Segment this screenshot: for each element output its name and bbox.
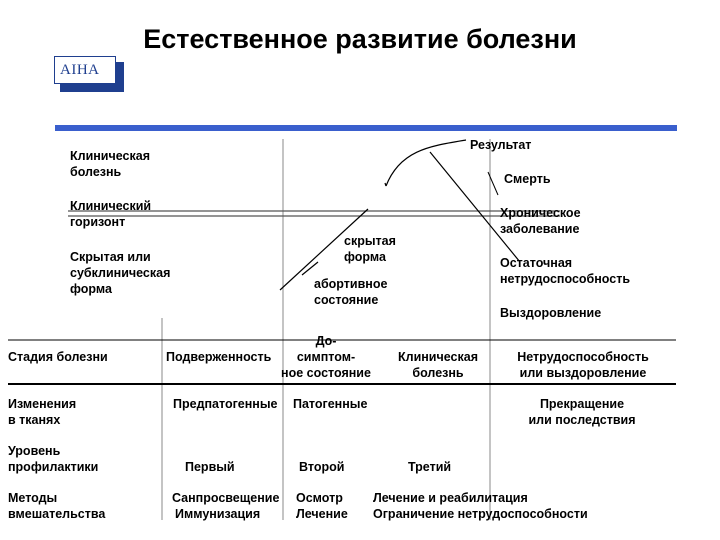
label-clinical-horizon: Клинический горизонт bbox=[70, 199, 152, 229]
row1-susceptibility: Подверженность bbox=[166, 350, 272, 364]
row1-outcome: Нетрудоспособность или выздоровление bbox=[517, 350, 649, 380]
row3-second: Второй bbox=[299, 460, 345, 474]
disease-curve-top bbox=[386, 140, 466, 186]
row1-head: Стадия болезни bbox=[8, 350, 108, 364]
row1-presymptomatic: До- симптом- ное состояние bbox=[281, 334, 371, 380]
row2-prepathogenic: Предпатогенные bbox=[173, 397, 278, 411]
page-title: Естественное развитие болезни bbox=[143, 24, 577, 54]
label-recovery: Выздоровление bbox=[500, 306, 602, 320]
label-death: Смерть bbox=[504, 172, 551, 186]
label-residual: Остаточная нетрудоспособность bbox=[500, 256, 631, 286]
row3-head: Уровень профилактики bbox=[8, 444, 99, 474]
row4-head: Методы вмешательства bbox=[8, 491, 106, 521]
row3-first: Первый bbox=[185, 460, 235, 474]
row4-tertiary-methods: Лечение и реабилитация Ограничение нетрудоспособности bbox=[373, 491, 588, 521]
row2-pathogenic: Патогенные bbox=[293, 397, 368, 411]
label-chronic: Хроническое заболевание bbox=[500, 206, 581, 236]
abortive-branch bbox=[302, 262, 318, 275]
label-hidden-form: Скрытая или субклиническая форма bbox=[70, 250, 171, 296]
row1-clinical: Клиническая болезнь bbox=[398, 350, 478, 380]
label-result: Результат bbox=[470, 138, 532, 152]
row2-termination: Прекращение или последствия bbox=[528, 397, 636, 427]
label-clinical-disease: Клиническая болезнь bbox=[70, 149, 150, 179]
row4-primary-methods: Санпросвещение Иммунизация bbox=[172, 491, 280, 521]
row4-secondary-methods: Осмотр Лечение bbox=[296, 491, 348, 521]
label-hidden-curve: скрытая форма bbox=[344, 234, 396, 264]
label-abortive: абортивное состояние bbox=[314, 277, 388, 307]
row3-third: Третий bbox=[408, 460, 452, 474]
logo-text: AIHA bbox=[60, 62, 100, 78]
row2-head: Изменения в тканях bbox=[8, 397, 77, 427]
curve-gap-mark bbox=[385, 183, 386, 186]
